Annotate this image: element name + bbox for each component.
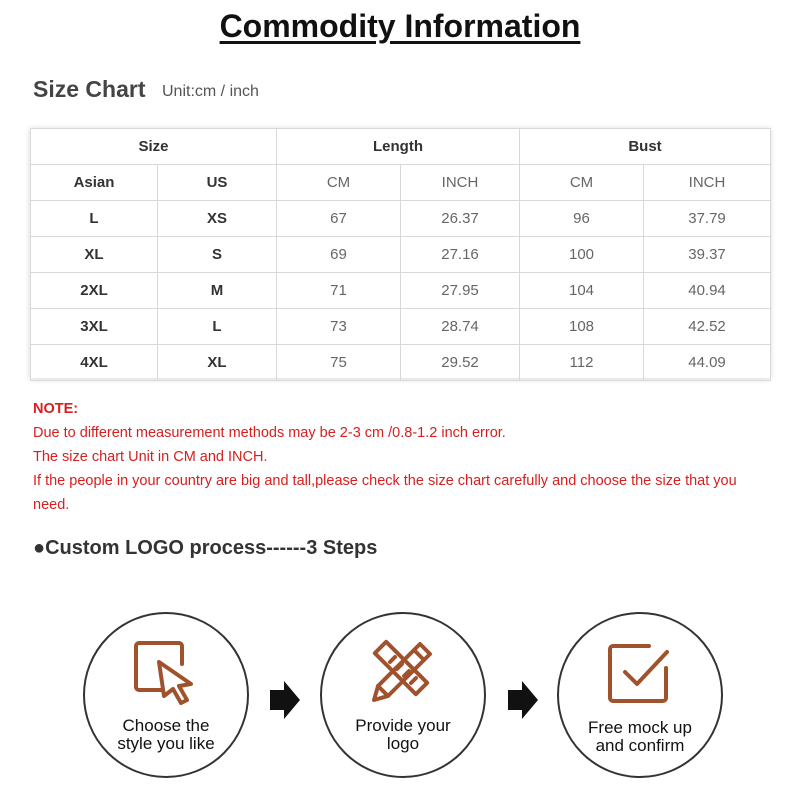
group-header-length: Length	[277, 129, 520, 165]
arrow-right-icon	[506, 679, 540, 726]
cursor-select-icon	[131, 638, 201, 708]
step-label-line1: Free mock up	[588, 718, 692, 737]
note-block	[33, 397, 773, 517]
cell-bust-cm: 104	[520, 273, 644, 309]
sub-header-asian: Asian	[31, 165, 158, 201]
group-header-row	[31, 129, 771, 165]
cell-asian: L	[31, 201, 158, 237]
sub-header-us: US	[158, 165, 277, 201]
cell-asian: 2XL	[31, 273, 158, 309]
step-label-line1: Choose the	[122, 716, 210, 735]
cell-us: XS	[158, 201, 277, 237]
cell-length-inch: 28.74	[401, 309, 520, 345]
cell-bust-inch: 44.09	[644, 345, 771, 381]
sub-header-bust-inch: INCH	[644, 165, 771, 201]
note-line: Due to different measurement methods may be 2-3 cm /0.8-1.2 inch error.	[33, 425, 506, 441]
note-line: If the people in your country are big and tall,please check the size chart carefully and choose the size that you need.	[33, 473, 737, 513]
group-header-size: Size	[31, 129, 277, 165]
cell-length-cm: 71	[277, 273, 401, 309]
cell-bust-inch: 37.79	[644, 201, 771, 237]
cell-us: S	[158, 237, 277, 273]
step-free-mockup	[557, 612, 723, 778]
note-line: The size chart Unit in CM and INCH.	[33, 449, 268, 465]
step-label-line2: and confirm	[595, 736, 685, 755]
pencil-ruler-icon	[368, 638, 438, 708]
step-label-line2: logo	[386, 734, 420, 753]
cell-length-cm: 67	[277, 201, 401, 237]
size-chart-heading: Size Chart	[33, 76, 146, 102]
checkbox-icon	[605, 638, 675, 708]
size-chart-table	[30, 128, 771, 381]
table-row	[31, 345, 771, 381]
cell-us: L	[158, 309, 277, 345]
step-label-line1: Provide your	[355, 716, 451, 735]
group-header-bust: Bust	[520, 129, 771, 165]
arrow-right-icon	[268, 679, 302, 726]
cell-asian: 3XL	[31, 309, 158, 345]
cell-length-inch: 27.16	[401, 237, 520, 273]
cell-bust-cm: 100	[520, 237, 644, 273]
cell-length-inch: 27.95	[401, 273, 520, 309]
step-provide-logo	[320, 612, 486, 778]
cell-us: M	[158, 273, 277, 309]
cell-bust-cm: 112	[520, 345, 644, 381]
table-row	[31, 237, 771, 273]
cell-asian: 4XL	[31, 345, 158, 381]
cell-us: XL	[158, 345, 277, 381]
cell-bust-inch: 40.94	[644, 273, 771, 309]
cell-length-cm: 73	[277, 309, 401, 345]
cell-bust-cm: 96	[520, 201, 644, 237]
cell-length-cm: 75	[277, 345, 401, 381]
cell-bust-inch: 39.37	[644, 237, 771, 273]
table-row	[31, 201, 771, 237]
size-chart-unit: Unit:cm / inch	[162, 83, 259, 100]
cell-length-inch: 29.52	[401, 345, 520, 381]
note-heading: NOTE:	[33, 401, 79, 417]
step-choose-style	[83, 612, 249, 778]
cell-length-cm: 69	[277, 237, 401, 273]
table-row	[31, 309, 771, 345]
cell-asian: XL	[31, 237, 158, 273]
sub-header-length-cm: CM	[277, 165, 401, 201]
sub-header-length-inch: INCH	[401, 165, 520, 201]
step-label-line2: style you like	[117, 734, 215, 753]
sub-header-row	[31, 165, 771, 201]
sub-header-bust-cm: CM	[520, 165, 644, 201]
cell-length-inch: 26.37	[401, 201, 520, 237]
table-row	[31, 273, 771, 309]
process-heading: ●Custom LOGO process------3 Steps	[33, 537, 378, 559]
size-chart-table-container	[30, 128, 770, 378]
page-title: Commodity Information	[219, 8, 581, 44]
cell-bust-cm: 108	[520, 309, 644, 345]
cell-bust-inch: 42.52	[644, 309, 771, 345]
